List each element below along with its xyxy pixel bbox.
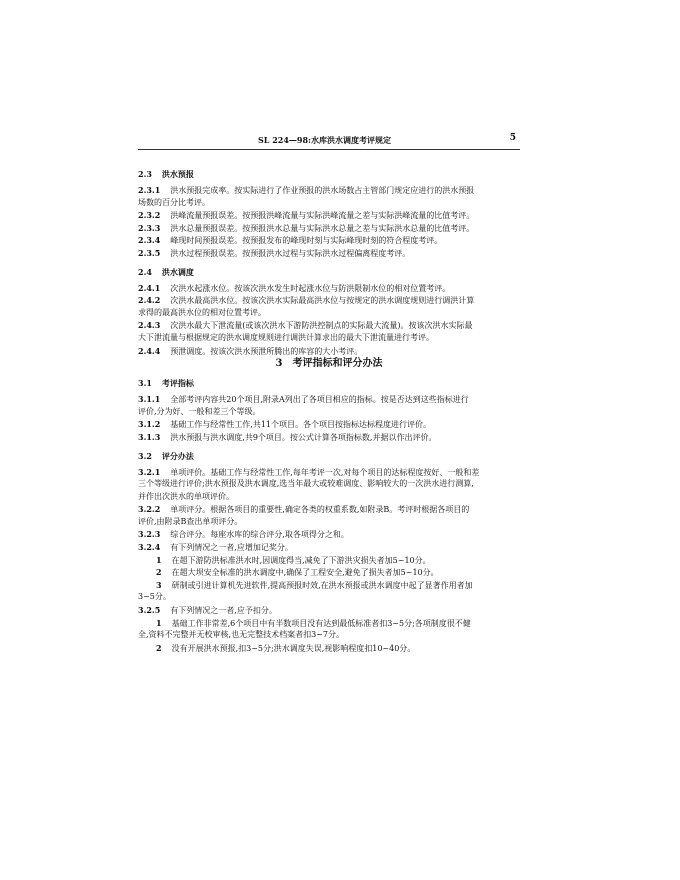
- clause-2-4-1: 2.4.1 次洪水起涨水位。按该次洪水发生时起涨水位与防洪限制水位的相对位置考评。: [138, 282, 451, 293]
- clause-3-2-4-item-2: 2 在超大坝安全标准的洪水调度中,确保了工程安全,避免了损失者加5~10分。: [156, 567, 439, 578]
- clause-2-3-4: 2.3.4 峰现时间预报误差。按预报发布的峰现时刻与实际峰现时刻的符合程度考评。: [138, 235, 443, 246]
- clause-2-4-2-cont: 求得的最高洪水位的相对位置考评。: [138, 307, 266, 317]
- clause-2-4-3-cont: 大下泄流量与根据规定的洪水调度规则进行调洪计算求出的最大下泄流量进行考评。: [138, 332, 434, 342]
- section-heading-2-3: 2.3 洪水预报: [138, 169, 194, 179]
- running-header: [138, 133, 520, 150]
- clause-3-2-1-cont2: 并作出次洪水的单项评价。: [138, 491, 234, 501]
- clause-2-3-5: 2.3.5 洪水过程预报误差。按预报洪水过程与实际洪水过程偏离程度考评。: [138, 247, 411, 258]
- clause-3-2-1: 3.2.1 单项评价。基础工作与经常性工作,每年考评一次,对每个项目的达标程度按好、一般和差: [138, 466, 480, 477]
- clause-3-1-1: 3.1.1 全部考评内容共20个项目,附录A列出了各项目相应的指标。按是否达到这些指标进行: [138, 394, 469, 405]
- section-heading-3-1: 3.1 考评指标: [138, 378, 194, 389]
- section-heading-3-2: 3.2 评分办法: [138, 450, 194, 461]
- page-number: 5: [509, 133, 516, 143]
- clause-2-4-4: 2.4.4 预泄调度。按该次洪水预泄所腾出的库容的大小考评。: [138, 345, 363, 356]
- clause-3-2-1-cont: 三个等级进行评价;洪水预报及洪水调度,选当年最大或较难调度、影响较大的一次洪水进行测算,: [138, 479, 474, 489]
- clause-3-2-4-item-3-cont: 3~5分。: [138, 592, 171, 602]
- clause-3-2-4: 3.2.4 有下列情况之一者,应增加记奖分。: [138, 542, 293, 553]
- standard-code: SL 224—98:水库洪水调度考评规定: [258, 135, 391, 145]
- chapter-heading-3: 3 考评指标和评分办法: [275, 358, 383, 370]
- clause-3-1-3: 3.1.3 洪水预报与洪水调度,共9个项目。按公式计算各项指标数,并据以作出评价。: [138, 431, 437, 442]
- clause-3-2-4-item-1: 1 在超下游防洪标准洪水时,因调度得当,减免了下游洪灾损失者加5~10分。: [156, 554, 431, 565]
- clause-3-2-5-item-1: 1 基础工作非常差,6个项目中有半数项目没有达到最低标准者扣3~5分;各项制度很不健: [156, 617, 471, 628]
- clause-2-3-3: 2.3.3 洪水总量预报误差。按预报洪水总量与实际洪水总量之差与实际洪水总量的比值考评。: [138, 222, 475, 233]
- clause-2-4-3: 2.4.3 次洪水最大下泄流量(或该次洪水下游防洪控制点的实际最大流量)。按该次洪水实际最: [138, 320, 473, 331]
- clause-3-2-2: 3.2.2 单项评分。根据各项目的重要性,确定各类的权重系数,如附录B。考评时根据各项目的: [138, 504, 470, 515]
- clause-3-1-1-cont: 评价,分为好、一般和差三个等级。: [138, 406, 261, 416]
- clause-3-2-5-item-1-cont: 全,资料不完整并无校审核,也无完整技术档案者扣3~7分。: [138, 630, 344, 640]
- clause-3-2-4-item-3: 3 研制或引进计算机先进软件,提高预报时效,在洪水预报或洪水调度中起了显著作用者加: [156, 579, 473, 590]
- clause-3-2-2-cont: 评价,由附录B查出单项评分。: [138, 516, 243, 526]
- clause-3-2-5: 3.2.5 有下列情况之一者,应予扣分。: [138, 605, 277, 616]
- clause-3-1-2: 3.1.2 基础工作与经常性工作,共11个项目。各个项目按指标达标程度进行评价。: [138, 419, 432, 430]
- clause-2-3-1: 2.3.1 洪水预报完成率。按实际进行了作业预报的洪水场数占主管部门规定应进行的洪水预报: [138, 185, 475, 195]
- section-heading-2-4: 2.4 洪水调度: [138, 266, 194, 277]
- clause-2-3-2: 2.3.2 洪峰流量预报误差。按预报洪峰流量与实际洪峰流量之差与实际洪峰流量的比值考评。: [138, 210, 475, 221]
- clause-3-2-3: 3.2.3 综合评分。每座水库的综合评分,取各项得分之和。: [138, 529, 349, 540]
- clause-3-2-5-item-2: 2 没有开展洪水预报,扣3~5分;洪水调度失误,视影响程度扣10~40分。: [156, 642, 416, 653]
- clause-2-4-2: 2.4.2 次洪水最高洪水位。按该次洪水实际最高洪水位与按规定的洪水调度规则进行调洪计算: [138, 295, 475, 306]
- document-body: [138, 162, 520, 654]
- clause-2-3-1-cont: 场数的百分比考评。: [138, 197, 210, 207]
